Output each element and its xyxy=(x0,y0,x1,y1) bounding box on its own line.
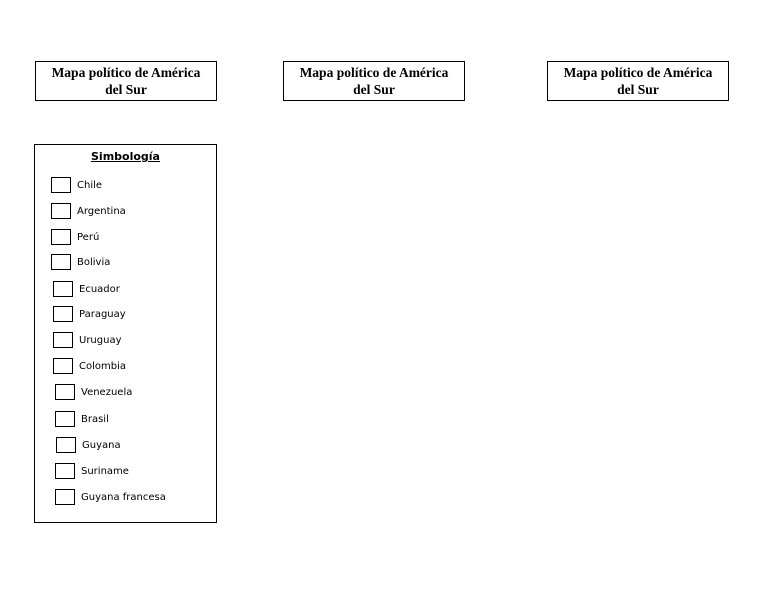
legend-item-label: Chile xyxy=(77,179,103,191)
legend-item-label: Guyana xyxy=(82,439,121,451)
legend-item-label: Perú xyxy=(77,231,100,243)
color-swatch[interactable] xyxy=(53,306,73,322)
legend-item-label: Venezuela xyxy=(81,386,133,398)
color-swatch[interactable] xyxy=(51,203,71,219)
legend-item-guyana-francesa xyxy=(55,487,166,507)
legend-title: Simbología xyxy=(91,150,160,163)
map-title-2: Mapa político de América del Sur xyxy=(283,61,465,101)
legend-box xyxy=(34,144,217,523)
legend-item-label: Guyana francesa xyxy=(81,491,166,503)
color-swatch[interactable] xyxy=(55,384,75,400)
legend-item-label: Brasil xyxy=(81,413,109,425)
legend-item-venezuela xyxy=(55,382,132,402)
legend-item-label: Suriname xyxy=(81,465,129,477)
color-swatch[interactable] xyxy=(51,229,71,245)
legend-item-chile xyxy=(51,175,102,195)
legend-item-ecuador xyxy=(53,279,120,299)
legend-item-guyana xyxy=(56,435,121,455)
legend-item-argentina xyxy=(51,201,126,221)
color-swatch[interactable] xyxy=(53,358,73,374)
legend-list xyxy=(35,145,216,522)
legend-item-suriname xyxy=(55,461,129,481)
color-swatch[interactable] xyxy=(53,332,73,348)
map-title-3: Mapa político de América del Sur xyxy=(547,61,729,101)
legend-item-brasil xyxy=(55,409,109,429)
legend-item-label: Uruguay xyxy=(79,334,122,346)
legend-item-label: Bolivia xyxy=(77,256,111,268)
legend-item-colombia xyxy=(53,356,126,376)
legend-item-label: Paraguay xyxy=(79,308,126,320)
color-swatch[interactable] xyxy=(51,254,71,270)
map-title-1: Mapa político de América del Sur xyxy=(35,61,217,101)
legend-item-paraguay xyxy=(53,304,126,324)
legend-item-label: Colombia xyxy=(79,360,126,372)
legend-item-label: Ecuador xyxy=(79,283,120,295)
color-swatch[interactable] xyxy=(55,463,75,479)
legend-item-bolivia xyxy=(51,252,110,272)
color-swatch[interactable] xyxy=(53,281,73,297)
color-swatch[interactable] xyxy=(56,437,76,453)
legend-item-peru xyxy=(51,227,99,247)
color-swatch[interactable] xyxy=(51,177,71,193)
color-swatch[interactable] xyxy=(55,411,75,427)
legend-item-uruguay xyxy=(53,330,122,350)
color-swatch[interactable] xyxy=(55,489,75,505)
legend-item-label: Argentina xyxy=(77,205,126,217)
